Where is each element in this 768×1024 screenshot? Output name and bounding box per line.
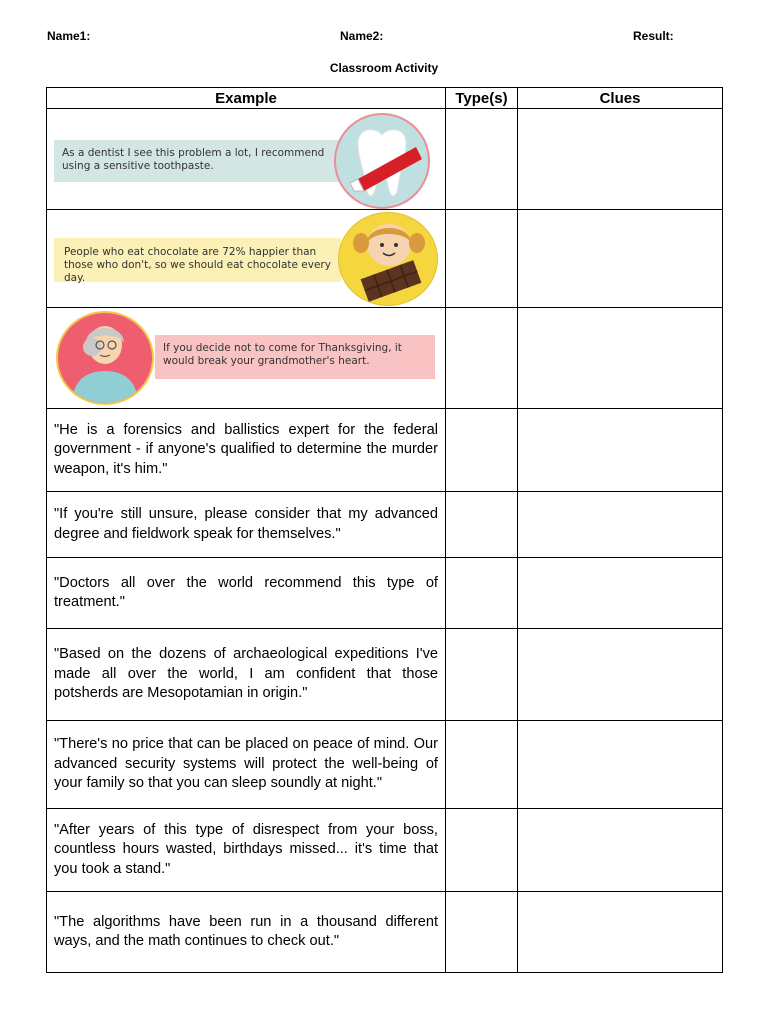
- clues-answer-cell[interactable]: [518, 809, 723, 892]
- example-text-cell: "He is a forensics and ballistics expert for the federal government - if anyone's qualified to determine the murder weapon, it's him.": [47, 409, 446, 492]
- table-row: [47, 308, 723, 409]
- types-answer-cell[interactable]: [446, 308, 518, 409]
- table-row: [47, 892, 723, 973]
- example-text-cell: "Doctors all over the world recommend this type of treatment.": [47, 558, 446, 629]
- tooth-icon: [334, 113, 430, 209]
- name1-label: Name1:: [47, 29, 91, 43]
- clues-answer-cell[interactable]: [518, 308, 723, 409]
- table-row: [47, 558, 723, 629]
- activity-table: [46, 87, 723, 973]
- types-answer-cell[interactable]: [446, 210, 518, 308]
- example-text-cell: "There's no price that can be placed on peace of mind. Our advanced security systems will protect the well-being of your family so that you can sleep soundly at night.": [47, 721, 446, 809]
- table-header-row: [47, 88, 723, 109]
- clues-answer-cell[interactable]: [518, 892, 723, 973]
- column-header-example: Example: [47, 88, 446, 109]
- types-answer-cell[interactable]: [446, 892, 518, 973]
- clues-answer-cell[interactable]: [518, 558, 723, 629]
- clues-answer-cell[interactable]: [518, 492, 723, 558]
- column-header-clues: Clues: [518, 88, 723, 109]
- clues-answer-cell[interactable]: [518, 409, 723, 492]
- example-cell: [47, 308, 446, 409]
- types-answer-cell[interactable]: [446, 409, 518, 492]
- chocolate-speech-bubble: People who eat chocolate are 72% happier than those who don't, so we should eat chocolate every day.: [54, 238, 341, 282]
- grandmother-icon: [56, 311, 154, 405]
- types-answer-cell[interactable]: [446, 109, 518, 210]
- types-answer-cell[interactable]: [446, 629, 518, 721]
- types-answer-cell[interactable]: [446, 721, 518, 809]
- example-text-cell: "Based on the dozens of archaeological expeditions I've made all over the world, I am confident that those potsherds are Mesopotamian in origin.": [47, 629, 446, 721]
- dentist-speech-bubble: As a dentist I see this problem a lot, I recommend using a sensitive toothpaste.: [54, 140, 339, 182]
- grandmother-speech-bubble: If you decide not to come for Thanksgiving, it would break your grandmother's heart.: [155, 335, 435, 379]
- table-row: [47, 809, 723, 892]
- page-title: Classroom Activity: [329, 61, 439, 75]
- example-cell: [47, 210, 446, 308]
- table-row: [47, 629, 723, 721]
- types-answer-cell[interactable]: [446, 809, 518, 892]
- types-answer-cell[interactable]: [446, 492, 518, 558]
- result-label: Result:: [633, 29, 674, 43]
- table-row: [47, 210, 723, 308]
- example-text-cell: "The algorithms have been run in a thousand different ways, and the math continues to check out.": [47, 892, 446, 973]
- clues-answer-cell[interactable]: [518, 109, 723, 210]
- example-cell: [47, 109, 446, 210]
- example-text-cell: "If you're still unsure, please consider that my advanced degree and fieldwork speak for themselves.": [47, 492, 446, 558]
- girl-chocolate-icon: [338, 212, 438, 306]
- table-row: [47, 721, 723, 809]
- clues-answer-cell[interactable]: [518, 721, 723, 809]
- clues-answer-cell[interactable]: [518, 629, 723, 721]
- table-row: [47, 109, 723, 210]
- clues-answer-cell[interactable]: [518, 210, 723, 308]
- types-answer-cell[interactable]: [446, 558, 518, 629]
- example-text-cell: "After years of this type of disrespect from your boss, countless hours wasted, birthdays missed... it's time that you took a stand.": [47, 809, 446, 892]
- column-header-types: Type(s): [446, 88, 518, 109]
- table-row: [47, 409, 723, 492]
- table-row: [47, 492, 723, 558]
- name2-label: Name2:: [340, 29, 384, 43]
